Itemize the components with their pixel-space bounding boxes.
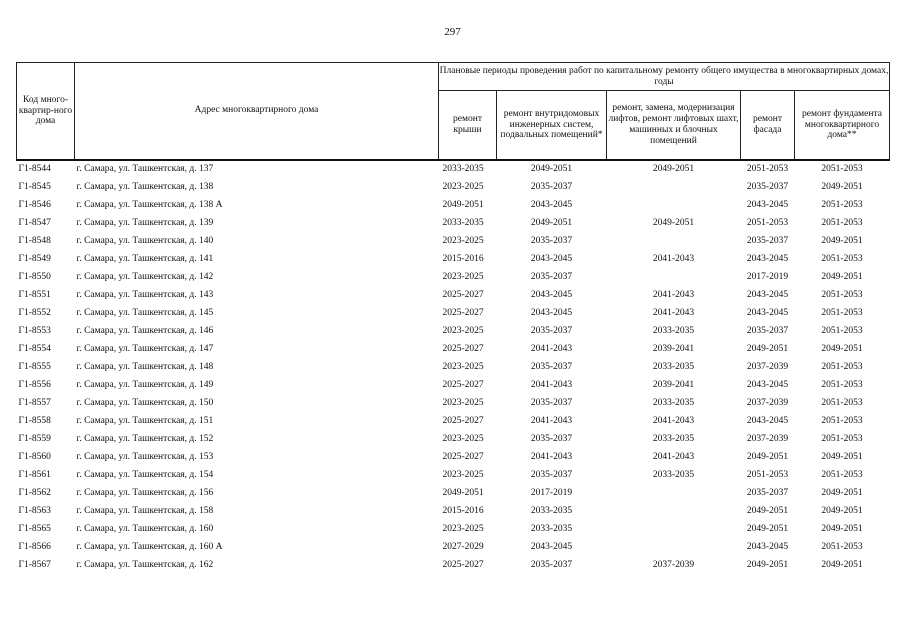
cell-roof: 2025-2027 [442,290,484,301]
table-row [17,539,890,557]
cell-foundation: 2049-2051 [821,488,863,499]
cell-roof: 2023-2025 [442,434,484,445]
cell-lifts: 2033-2035 [652,470,695,481]
cell-systems: 2017-2019 [530,488,573,499]
cell-systems: 2035-2037 [530,398,573,409]
cell-facade: 2043-2045 [746,542,789,553]
cell-lifts [607,269,741,287]
cell-facade: 2037-2039 [746,398,789,409]
table-row [17,395,890,413]
cell-roof: 2023-2025 [442,470,484,481]
cell-code: Г1-8555 [18,362,51,373]
cell-lifts: 2039-2041 [652,344,695,355]
cell-code: Г1-8550 [18,272,51,283]
cell-address: г. Самара, ул. Ташкентская, д. 138 А [76,200,223,211]
cell-code: Г1-8552 [18,308,51,319]
cell-facade: 2043-2045 [746,308,789,319]
table-row [17,179,890,197]
cell-lifts: 2041-2043 [652,254,695,265]
cell-foundation: 2049-2051 [821,272,863,283]
cell-foundation: 2051-2053 [821,362,863,373]
cell-code: Г1-8554 [18,344,51,355]
cell-facade: 2043-2045 [746,200,789,211]
header-foundation: ремонт фундамента многоквартирного дома** [795,91,890,161]
cell-foundation: 2051-2053 [821,308,863,319]
table-row [17,197,890,215]
table-row [17,503,890,521]
cell-lifts: 2033-2035 [652,326,695,337]
cell-code: Г1-8567 [18,560,51,571]
cell-systems: 2035-2037 [530,236,573,247]
cell-facade: 2051-2053 [746,470,789,481]
table-row [17,467,890,485]
cell-address: г. Самара, ул. Ташкентская, д. 145 [76,308,214,319]
header-address: Адрес многоквартирного дома [75,63,439,161]
cell-address: г. Самара, ул. Ташкентская, д. 160 А [76,542,223,553]
cell-address: г. Самара, ул. Ташкентская, д. 138 [76,182,214,193]
cell-roof: 2025-2027 [442,380,484,391]
cell-facade: 2043-2045 [746,416,789,427]
cell-systems: 2043-2045 [530,542,573,553]
cell-roof: 2049-2051 [442,488,484,499]
cell-systems: 2035-2037 [530,182,573,193]
cell-foundation: 2051-2053 [821,218,863,229]
cell-foundation: 2049-2051 [821,236,863,247]
cell-code: Г1-8549 [18,254,51,265]
cell-systems: 2049-2051 [530,218,573,229]
cell-systems: 2041-2043 [530,452,573,463]
cell-address: г. Самара, ул. Ташкентская, д. 140 [76,236,214,247]
header-periods: Плановые периоды проведения работ по капитальному ремонту общего имущества в многоквартирных домах, годы [439,63,890,91]
cell-foundation: 2051-2053 [821,398,863,409]
table-row [17,431,890,449]
table-row [17,485,890,503]
cell-lifts: 2037-2039 [652,560,695,571]
cell-address: г. Самара, ул. Ташкентская, д. 160 [76,524,214,535]
cell-roof: 2023-2025 [442,362,484,373]
table-row [17,557,890,575]
cell-address: г. Самара, ул. Ташкентская, д. 150 [76,398,214,409]
cell-lifts [607,539,741,557]
cell-roof: 2033-2035 [442,218,484,229]
cell-lifts: 2033-2035 [652,362,695,373]
cell-address: г. Самара, ул. Ташкентская, д. 152 [76,434,214,445]
cell-foundation: 2049-2051 [821,452,863,463]
cell-lifts [607,521,741,539]
cell-roof: 2023-2025 [442,398,484,409]
header-lifts: ремонт, замена, модернизация лифтов, ремонт лифтовых шахт, машинных и блочных помещений [607,91,741,161]
cell-foundation: 2051-2053 [821,542,863,553]
cell-facade: 2037-2039 [746,434,789,445]
cell-foundation: 2049-2051 [821,524,863,535]
cell-systems: 2033-2035 [530,506,573,517]
cell-code: Г1-8561 [18,470,51,481]
cell-foundation: 2051-2053 [821,290,863,301]
cell-systems: 2041-2043 [530,380,573,391]
cell-code: Г1-8556 [18,380,51,391]
cell-address: г. Самара, ул. Ташкентская, д. 141 [76,254,214,265]
cell-roof: 2025-2027 [442,344,484,355]
cell-address: г. Самара, ул. Ташкентская, д. 162 [76,560,214,571]
cell-systems: 2043-2045 [530,200,573,211]
header-facade: ремонт фасада [741,91,795,161]
cell-systems: 2035-2037 [530,470,573,481]
cell-lifts: 2041-2043 [652,452,695,463]
table-row [17,215,890,233]
cell-address: г. Самара, ул. Ташкентская, д. 148 [76,362,214,373]
cell-roof: 2025-2027 [442,452,484,463]
cell-foundation: 2049-2051 [821,182,863,193]
cell-lifts [607,503,741,521]
cell-roof: 2025-2027 [442,416,484,427]
page-number: 297 [444,26,461,38]
cell-address: г. Самара, ул. Ташкентская, д. 151 [76,416,214,427]
cell-foundation: 2049-2051 [821,344,863,355]
table-row [17,341,890,359]
cell-address: г. Самара, ул. Ташкентская, д. 149 [76,380,214,391]
cell-facade: 2035-2037 [746,182,789,193]
cell-address: г. Самара, ул. Ташкентская, д. 158 [76,506,214,517]
cell-facade: 2051-2053 [746,218,789,229]
cell-foundation: 2051-2053 [821,416,863,427]
cell-code: Г1-8548 [18,236,51,247]
cell-lifts: 2039-2041 [652,380,695,391]
cell-lifts: 2041-2043 [652,416,695,427]
cell-code: Г1-8545 [18,182,51,193]
table-row [17,305,890,323]
cell-facade: 2043-2045 [746,380,789,391]
capital-repair-table [16,62,890,575]
cell-roof: 2023-2025 [442,524,484,535]
cell-code: Г1-8551 [18,290,51,301]
cell-foundation: 2051-2053 [821,164,863,175]
cell-address: г. Самара, ул. Ташкентская, д. 147 [76,344,214,355]
header-code: Код много-квартир-ного дома [17,63,75,161]
cell-lifts [607,485,741,503]
cell-systems: 2049-2051 [530,164,573,175]
cell-code: Г1-8563 [18,506,51,517]
table-header [17,63,890,161]
cell-lifts: 2033-2035 [652,398,695,409]
cell-address: г. Самара, ул. Ташкентская, д. 153 [76,452,214,463]
cell-facade: 2049-2051 [746,452,789,463]
cell-systems: 2041-2043 [530,416,573,427]
table-row [17,377,890,395]
cell-lifts: 2049-2051 [652,218,695,229]
cell-lifts [607,233,741,251]
cell-code: Г1-8565 [18,524,51,535]
cell-lifts [607,179,741,197]
cell-code: Г1-8553 [18,326,51,337]
cell-roof: 2015-2016 [442,506,484,517]
cell-systems: 2043-2045 [530,308,573,319]
cell-code: Г1-8559 [18,434,51,445]
header-roof: ремонт крыши [439,91,497,161]
cell-foundation: 2049-2051 [821,506,863,517]
cell-foundation: 2051-2053 [821,326,863,337]
table-row [17,359,890,377]
header-systems: ремонт внутридомовых инженерных систем, подвальных помещений* [497,91,607,161]
cell-roof: 2023-2025 [442,236,484,247]
cell-facade: 2035-2037 [746,488,789,499]
cell-lifts [607,197,741,215]
cell-roof: 2025-2027 [442,308,484,319]
cell-address: г. Самара, ул. Ташкентская, д. 139 [76,218,214,229]
cell-code: Г1-8566 [18,542,51,553]
cell-code: Г1-8562 [18,488,51,499]
table-row [17,521,890,539]
cell-systems: 2035-2037 [530,434,573,445]
cell-roof: 2023-2025 [442,272,484,283]
cell-foundation: 2051-2053 [821,434,863,445]
cell-roof: 2023-2025 [442,182,484,193]
cell-roof: 2015-2016 [442,254,484,265]
table-row [17,160,890,179]
table-row [17,413,890,431]
table-row [17,233,890,251]
cell-facade: 2049-2051 [746,560,789,571]
cell-address: г. Самара, ул. Ташкентская, д. 146 [76,326,214,337]
cell-roof: 2023-2025 [442,326,484,337]
cell-lifts: 2049-2051 [652,164,695,175]
cell-foundation: 2051-2053 [821,380,863,391]
cell-facade: 2035-2037 [746,326,789,337]
cell-lifts: 2033-2035 [652,434,695,445]
cell-code: Г1-8546 [18,200,51,211]
cell-systems: 2035-2037 [530,326,573,337]
table-row [17,287,890,305]
cell-foundation: 2051-2053 [821,200,863,211]
cell-code: Г1-8557 [18,398,51,409]
cell-facade: 2035-2037 [746,236,789,247]
cell-systems: 2035-2037 [530,272,573,283]
cell-facade: 2043-2045 [746,290,789,301]
cell-facade: 2043-2045 [746,254,789,265]
cell-code: Г1-8560 [18,452,51,463]
cell-code: Г1-8544 [18,164,51,175]
cell-lifts: 2041-2043 [652,290,695,301]
cell-systems: 2033-2035 [530,524,573,535]
table-row [17,323,890,341]
cell-facade: 2049-2051 [746,524,789,535]
cell-address: г. Самара, ул. Ташкентская, д. 137 [76,164,214,175]
cell-lifts: 2041-2043 [652,308,695,319]
cell-roof: 2049-2051 [442,200,484,211]
cell-systems: 2041-2043 [530,344,573,355]
cell-address: г. Самара, ул. Ташкентская, д. 154 [76,470,214,481]
cell-code: Г1-8547 [18,218,51,229]
cell-code: Г1-8558 [18,416,51,427]
cell-systems: 2043-2045 [530,254,573,265]
cell-facade: 2051-2053 [746,164,789,175]
cell-roof: 2025-2027 [442,560,484,571]
cell-systems: 2043-2045 [530,290,573,301]
table-body [17,160,890,575]
cell-address: г. Самара, ул. Ташкентская, д. 156 [76,488,214,499]
cell-roof: 2027-2029 [442,542,484,553]
cell-facade: 2037-2039 [746,362,789,373]
table-row [17,449,890,467]
cell-address: г. Самара, ул. Ташкентская, д. 143 [76,290,214,301]
cell-address: г. Самара, ул. Ташкентская, д. 142 [76,272,214,283]
cell-facade: 2017-2019 [746,272,789,283]
cell-foundation: 2051-2053 [821,470,863,481]
cell-systems: 2035-2037 [530,560,573,571]
table-row [17,269,890,287]
table-row [17,251,890,269]
cell-systems: 2035-2037 [530,362,573,373]
cell-foundation: 2049-2051 [821,560,863,571]
cell-facade: 2049-2051 [746,506,789,517]
cell-facade: 2049-2051 [746,344,789,355]
cell-foundation: 2051-2053 [821,254,863,265]
cell-roof: 2033-2035 [442,164,484,175]
